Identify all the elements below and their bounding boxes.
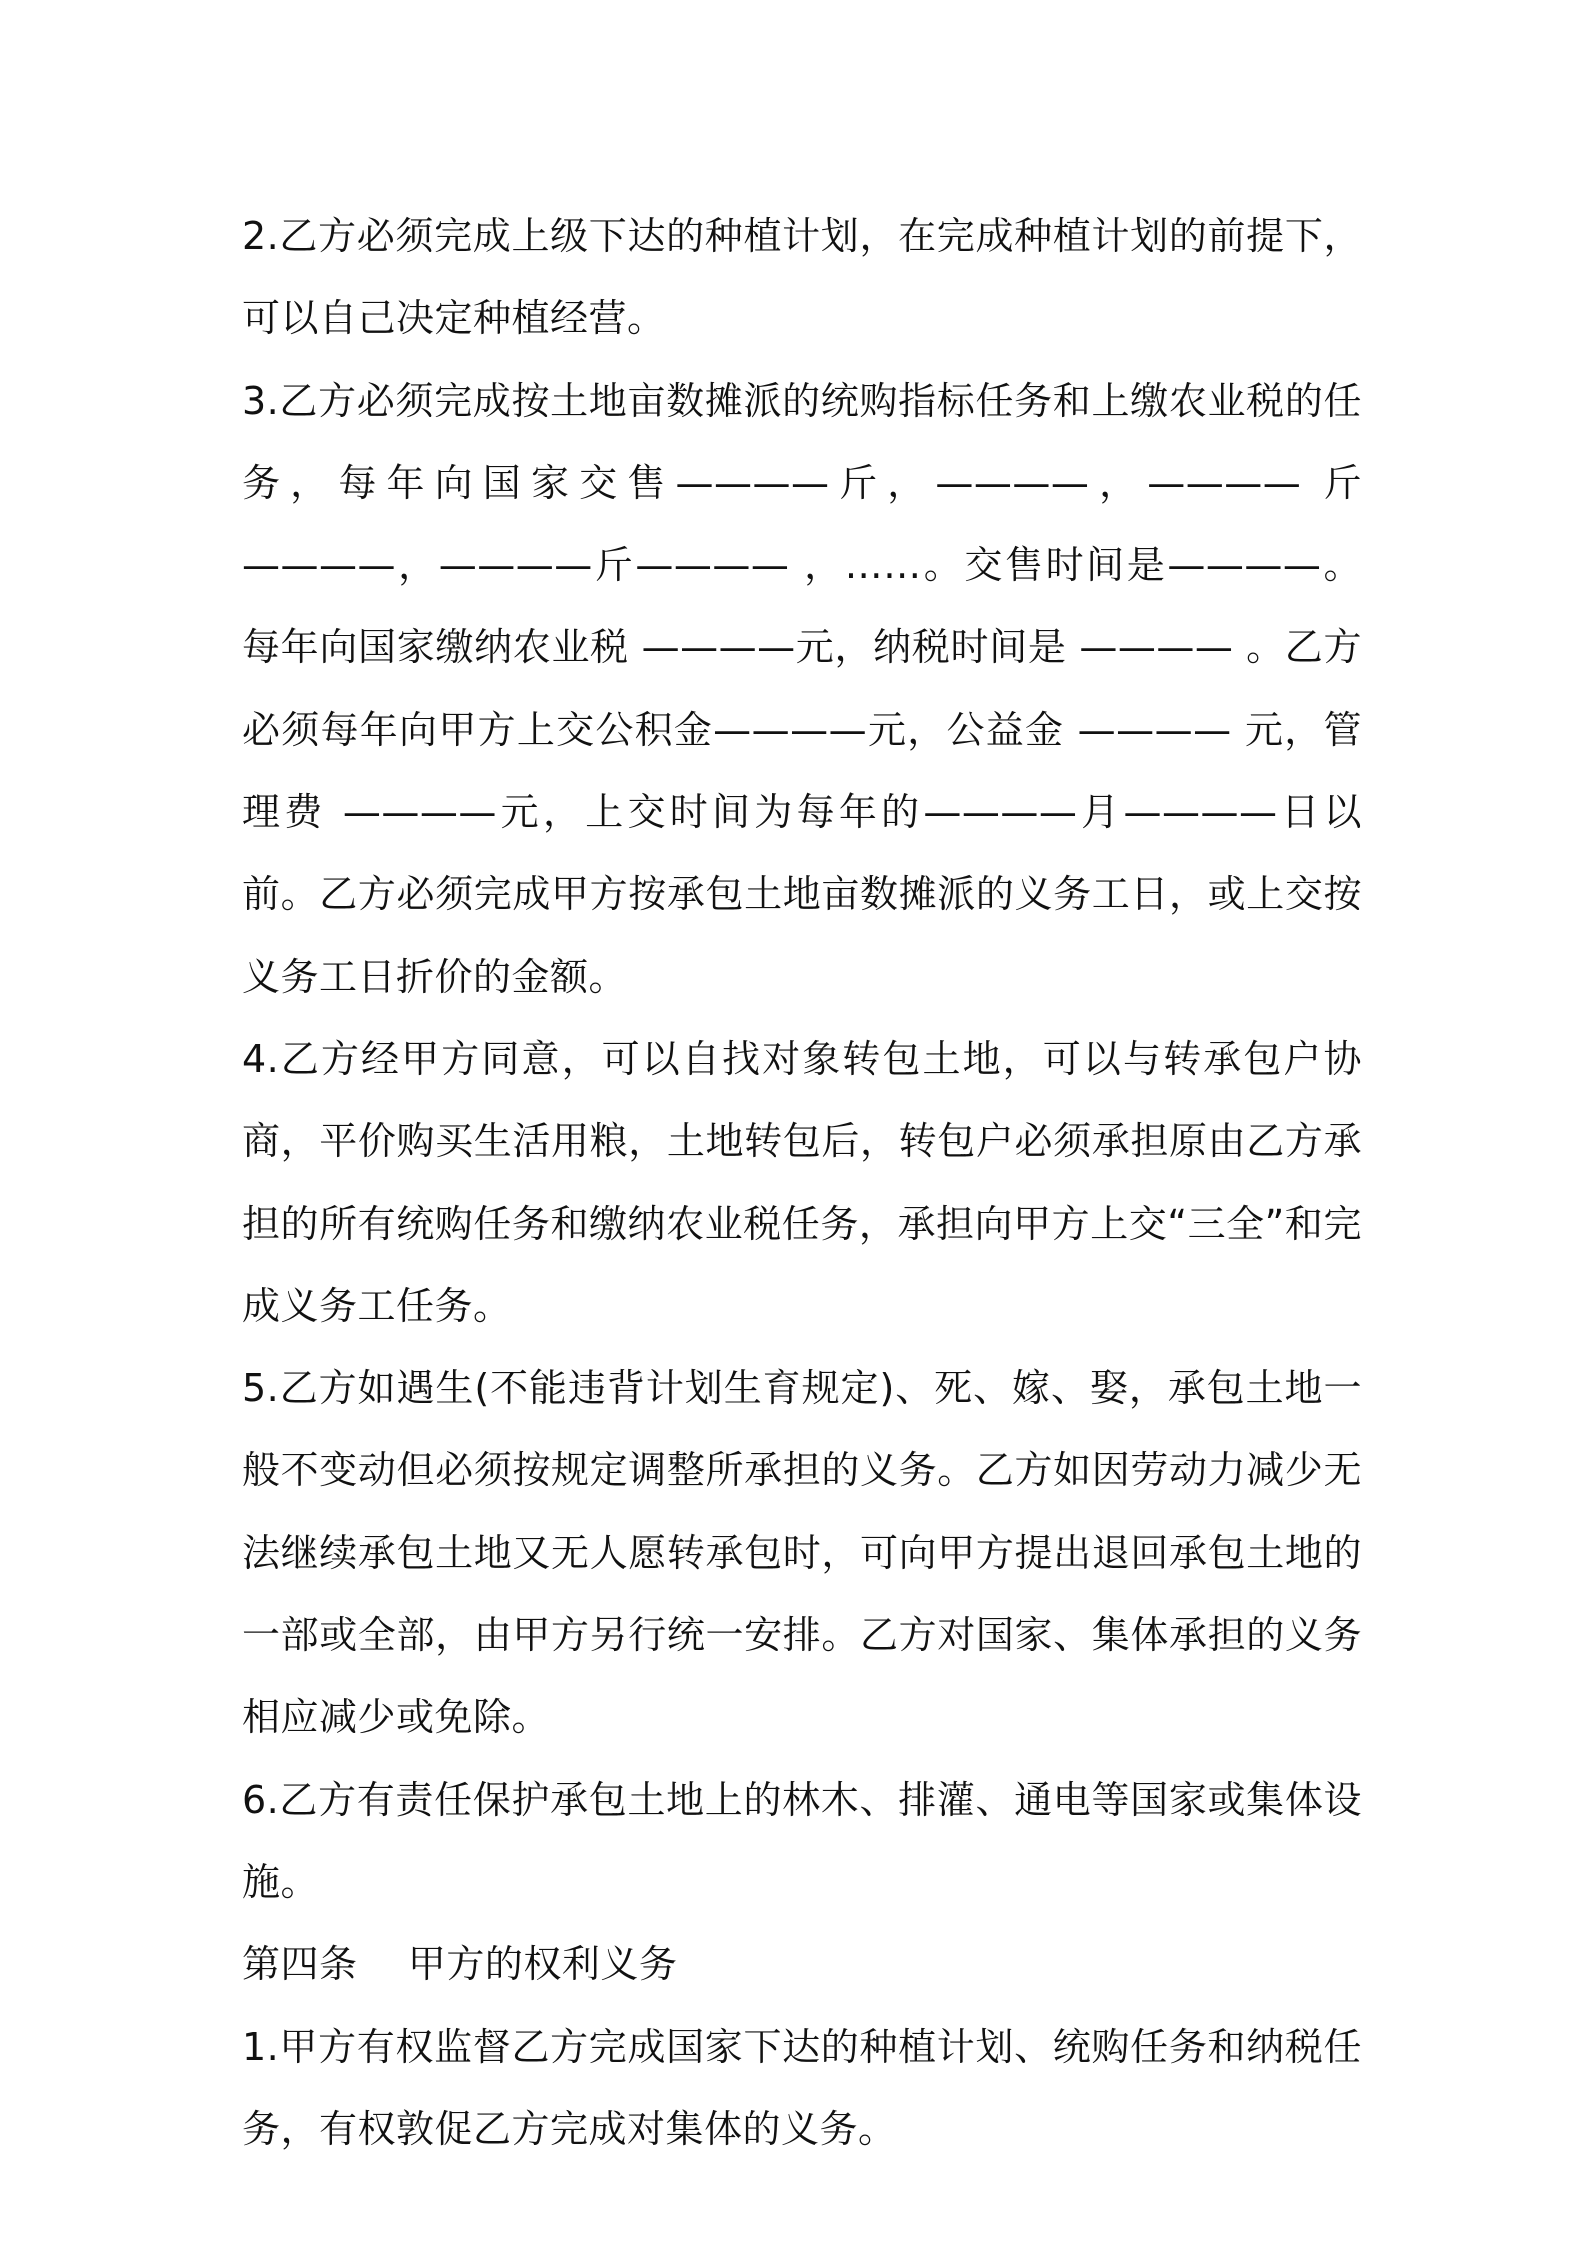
clause-paragraph-6: 6.乙方有责任保护承包土地上的林木、排灌、通电等国家或集体设施。 [242,1777,1362,1904]
clause-paragraph-5: 5.乙方如遇生(不能违背计划生育规定)、死、嫁、娶，承包土地一般不变动但必须按规定调整所承担的义务。乙方如因劳动力减少无法继续承包土地又无人愿转承包时，可向甲方提出退回承包土地的一部或全部，由甲方另行统一安排。乙方对国家、集体承担的义务相应减少或免除。 [242,1366,1362,1740]
document-body [242,195,1362,2170]
clause-paragraph-3: 3.乙方必须完成按土地亩数摊派的统购指标任务和上缴农业税的任务，每年向国家交售————斤，————，———— 斤 ————，————斤———— ，……。交售时间是————。每年向国家缴纳农业税 ————元，纳税时间是 ———— 。乙方必须每年向甲方上交公积金————元，公益金 ———— 元，管理费 ————元，上交时间为每年的————月————日以前。乙方必须完成甲方按承包土地亩数摊派的义务工日，或上交按义务工日折价的金额。 [242,378,1362,999]
clause-paragraph-2: 2.乙方必须完成上级下达的种植计划，在完成种植计划的前提下，可以自己决定种植经营。 [242,214,1362,341]
section-heading-article-4: 第四条 甲方的权利义务 [242,1942,678,1987]
clause-paragraph-4: 4.乙方经甲方同意，可以自找对象转包土地，可以与转承包户协商，平价购买生活用粮，土地转包后，转包户必须承担原由乙方承担的所有统购任务和缴纳农业税任务，承担向甲方上交“三全”和完成义务工任务。 [242,1036,1362,1328]
article-4-paragraph-1: 1.甲方有权监督乙方完成国家下达的种植计划、统购任务和纳税任务，有权敦促乙方完成对集体的义务。 [242,2024,1362,2151]
